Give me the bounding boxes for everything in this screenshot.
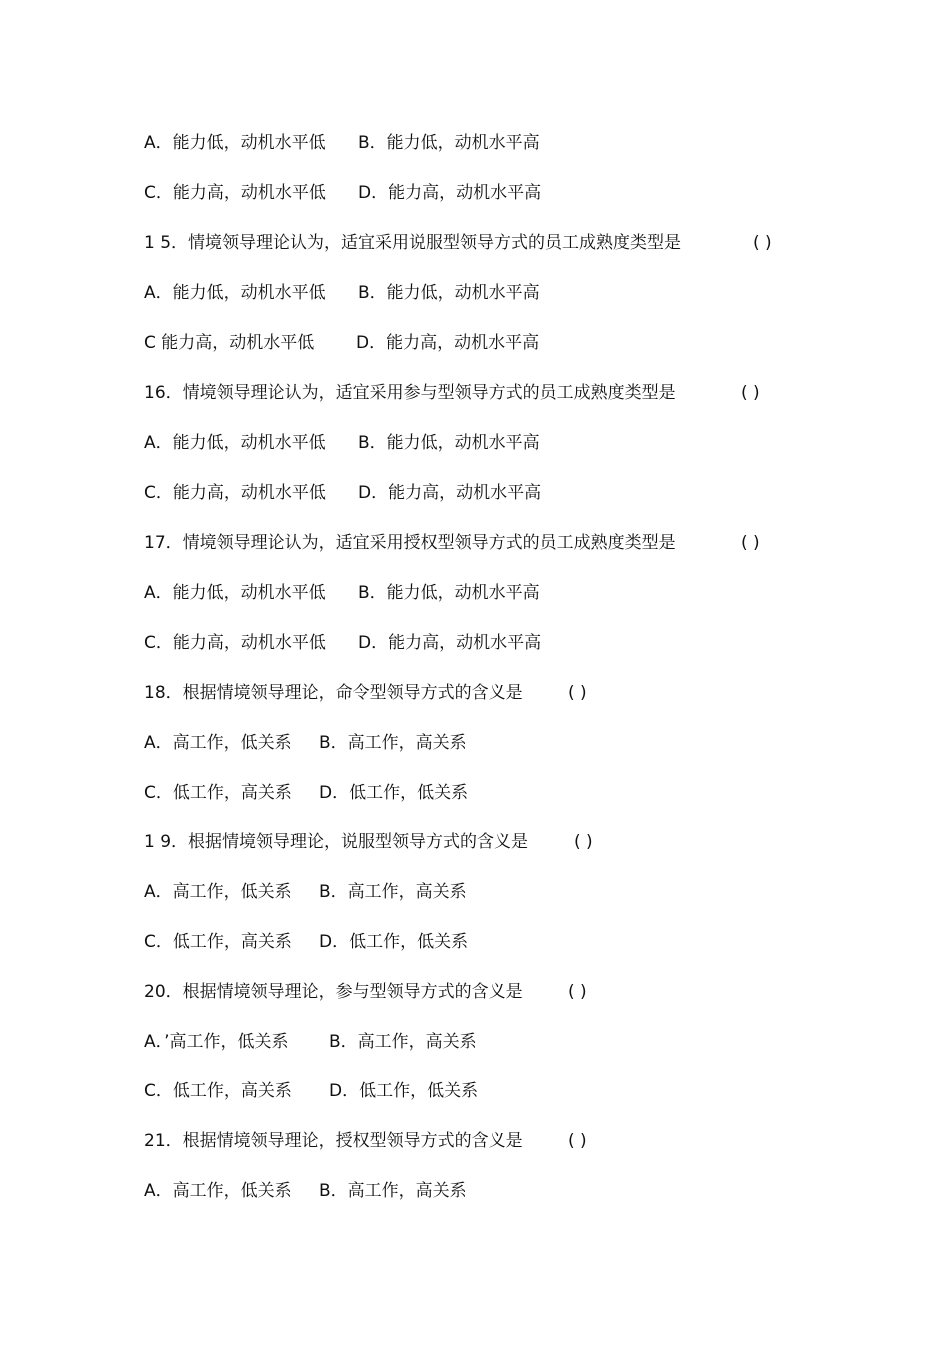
- answer-blank: ( ): [568, 982, 587, 1002]
- question-text: 18．根据情境领导理论，命令型领导方式的含义是: [144, 683, 523, 703]
- question-line: [144, 530, 760, 556]
- option-b: B．能力低，动机水平高: [358, 583, 540, 603]
- option-c: C．能力高，动机水平低: [144, 633, 326, 653]
- option-b: B．高工作，高关系: [319, 1181, 467, 1201]
- question-line: [144, 979, 587, 1005]
- question-line: [144, 829, 593, 855]
- answer-options-line: [144, 480, 542, 506]
- option-d: D．低工作，低关系: [319, 932, 469, 952]
- question-line: [144, 380, 760, 406]
- option-d: D．能力高，动机水平高: [356, 333, 540, 353]
- option-b: B．能力低，动机水平高: [358, 283, 540, 303]
- question-text: 1 5．情境领导理论认为，适宜采用说服型领导方式的员工成熟度类型是: [144, 233, 682, 253]
- option-c: C 能力高，动机水平低: [144, 333, 315, 353]
- answer-blank: ( ): [753, 233, 772, 253]
- question-text: 1 9．根据情境领导理论，说服型领导方式的含义是: [144, 832, 529, 852]
- answer-options-line: [144, 280, 540, 306]
- option-a: A．能力低，动机水平低: [144, 583, 326, 603]
- answer-blank: ( ): [741, 533, 760, 553]
- option-c: C．能力高，动机水平低: [144, 183, 326, 203]
- answer-options-line: [144, 630, 542, 656]
- option-d: D．低工作，低关系: [319, 783, 469, 803]
- answer-blank: ( ): [568, 683, 587, 703]
- option-a: A．’高工作，低关系: [144, 1032, 289, 1052]
- answer-blank: ( ): [741, 383, 760, 403]
- option-c: C．能力高，动机水平低: [144, 483, 326, 503]
- option-b: B．高工作，高关系: [319, 882, 467, 902]
- answer-options-line: [144, 1029, 477, 1055]
- question-text: 16．情境领导理论认为，适宜采用参与型领导方式的员工成熟度类型是: [144, 383, 676, 403]
- answer-options-line: [144, 130, 540, 156]
- answer-blank: ( ): [574, 832, 593, 852]
- option-c: C．低工作，高关系: [144, 1081, 292, 1101]
- option-c: C．低工作，高关系: [144, 932, 292, 952]
- option-d: D．能力高，动机水平高: [358, 633, 542, 653]
- option-d: D．低工作，低关系: [329, 1081, 479, 1101]
- question-line: [144, 1128, 587, 1154]
- answer-options-line: [144, 430, 540, 456]
- answer-options-line: [144, 180, 542, 206]
- option-a: A．能力低，动机水平低: [144, 433, 326, 453]
- answer-blank: ( ): [568, 1131, 587, 1151]
- option-a: A．高工作，低关系: [144, 1181, 292, 1201]
- option-d: D．能力高，动机水平高: [358, 183, 542, 203]
- option-b: B．能力低，动机水平高: [358, 433, 540, 453]
- answer-options-line: [144, 580, 540, 606]
- question-text: 20．根据情境领导理论，参与型领导方式的含义是: [144, 982, 523, 1002]
- answer-options-line: [144, 730, 467, 756]
- question-line: [144, 680, 587, 706]
- option-a: A．能力低，动机水平低: [144, 283, 326, 303]
- answer-options-line: [144, 780, 469, 806]
- answer-options-line: [144, 1178, 467, 1204]
- answer-options-line: [144, 929, 469, 955]
- question-text: 21．根据情境领导理论，授权型领导方式的含义是: [144, 1131, 523, 1151]
- question-line: [144, 230, 772, 256]
- option-a: A．高工作，低关系: [144, 733, 292, 753]
- answer-options-line: [144, 879, 467, 905]
- option-a: A．能力低，动机水平低: [144, 133, 326, 153]
- option-b: B．能力低，动机水平高: [358, 133, 540, 153]
- option-a: A．高工作，低关系: [144, 882, 292, 902]
- option-c: C．低工作，高关系: [144, 783, 292, 803]
- question-text: 17．情境领导理论认为，适宜采用授权型领导方式的员工成熟度类型是: [144, 533, 676, 553]
- option-b: B．高工作，高关系: [329, 1032, 477, 1052]
- option-b: B．高工作，高关系: [319, 733, 467, 753]
- answer-options-line: [144, 1078, 479, 1104]
- answer-options-line: [144, 330, 540, 356]
- option-d: D．能力高，动机水平高: [358, 483, 542, 503]
